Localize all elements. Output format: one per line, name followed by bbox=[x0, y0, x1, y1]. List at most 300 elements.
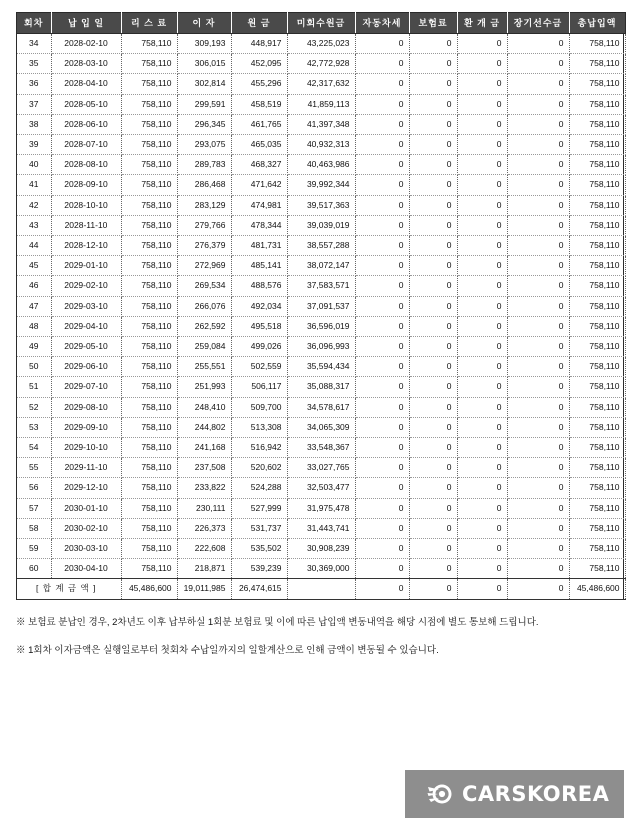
cell-unrecovered-principal: 43,225,023 bbox=[287, 34, 355, 54]
cell-round: 41 bbox=[17, 175, 51, 195]
cell-total-paid: 758,110 bbox=[569, 438, 625, 458]
cell-payment-date: 2029-03-10 bbox=[51, 296, 121, 316]
cell-total-paid: 758,110 bbox=[569, 114, 625, 134]
cell-vehicle-tax: 0 bbox=[355, 539, 409, 559]
cell-lease-fee: 758,110 bbox=[121, 276, 177, 296]
cell-interest: 286,468 bbox=[177, 175, 231, 195]
total-interest: 19,011,985 bbox=[177, 579, 231, 599]
cell-round: 45 bbox=[17, 256, 51, 276]
cell-refund: 0 bbox=[457, 34, 507, 54]
cell-principal: 527,999 bbox=[231, 498, 287, 518]
cell-long-term-prepayment: 0 bbox=[507, 498, 569, 518]
cell-interest: 222,608 bbox=[177, 539, 231, 559]
cell-insurance-fee: 0 bbox=[409, 215, 457, 235]
cell-round: 49 bbox=[17, 337, 51, 357]
cell-principal: 520,602 bbox=[231, 458, 287, 478]
cell-principal: 485,141 bbox=[231, 256, 287, 276]
table-row bbox=[17, 34, 625, 54]
cell-round: 53 bbox=[17, 417, 51, 437]
cell-insurance-fee: 0 bbox=[409, 377, 457, 397]
table-row bbox=[17, 155, 625, 175]
total-lease-fee: 45,486,600 bbox=[121, 579, 177, 599]
cell-vehicle-tax: 0 bbox=[355, 34, 409, 54]
cell-long-term-prepayment: 0 bbox=[507, 518, 569, 538]
table-row bbox=[17, 377, 625, 397]
cell-unrecovered-principal: 32,503,477 bbox=[287, 478, 355, 498]
cell-unrecovered-principal: 31,443,741 bbox=[287, 518, 355, 538]
cell-unrecovered-principal: 42,317,632 bbox=[287, 74, 355, 94]
cell-principal: 495,518 bbox=[231, 316, 287, 336]
cell-round: 60 bbox=[17, 559, 51, 579]
cell-long-term-prepayment: 0 bbox=[507, 316, 569, 336]
cell-total-paid: 758,110 bbox=[569, 539, 625, 559]
cell-insurance-fee: 0 bbox=[409, 114, 457, 134]
cell-long-term-prepayment: 0 bbox=[507, 559, 569, 579]
cell-total-paid: 758,110 bbox=[569, 215, 625, 235]
cell-round: 44 bbox=[17, 236, 51, 256]
cell-lease-fee: 758,110 bbox=[121, 54, 177, 74]
cell-insurance-fee: 0 bbox=[409, 539, 457, 559]
table-row bbox=[17, 74, 625, 94]
cell-payment-date: 2029-08-10 bbox=[51, 397, 121, 417]
cell-long-term-prepayment: 0 bbox=[507, 236, 569, 256]
cell-total-paid: 758,110 bbox=[569, 397, 625, 417]
column-header-refund: 환 개 금 bbox=[457, 13, 507, 34]
cell-insurance-fee: 0 bbox=[409, 357, 457, 377]
cell-long-term-prepayment: 0 bbox=[507, 276, 569, 296]
footnote-insurance-installment: ※ 보험료 분납인 경우, 2차년도 이후 납부하실 1회분 보험료 및 이에 따른 납입액 변동내역을 해당 시점에 별도 통보해 드립니다. bbox=[16, 616, 539, 628]
cell-unrecovered-principal: 40,463,986 bbox=[287, 155, 355, 175]
cell-round: 57 bbox=[17, 498, 51, 518]
cell-vehicle-tax: 0 bbox=[355, 175, 409, 195]
cell-payment-date: 2029-04-10 bbox=[51, 316, 121, 336]
table-row bbox=[17, 114, 625, 134]
cell-principal: 524,288 bbox=[231, 478, 287, 498]
cell-interest: 309,193 bbox=[177, 34, 231, 54]
cell-unrecovered-principal: 33,027,765 bbox=[287, 458, 355, 478]
table-header-row bbox=[17, 13, 625, 34]
table-row bbox=[17, 316, 625, 336]
table-row bbox=[17, 478, 625, 498]
cell-interest: 244,802 bbox=[177, 417, 231, 437]
cell-payment-date: 2030-03-10 bbox=[51, 539, 121, 559]
cell-unrecovered-principal: 30,369,000 bbox=[287, 559, 355, 579]
cell-principal: 471,642 bbox=[231, 175, 287, 195]
cell-long-term-prepayment: 0 bbox=[507, 417, 569, 437]
cell-insurance-fee: 0 bbox=[409, 559, 457, 579]
cell-refund: 0 bbox=[457, 155, 507, 175]
cell-interest: 218,871 bbox=[177, 559, 231, 579]
cell-round: 55 bbox=[17, 458, 51, 478]
cell-refund: 0 bbox=[457, 296, 507, 316]
cell-unrecovered-principal: 37,583,571 bbox=[287, 276, 355, 296]
column-header-lease-fee: 리 스 료 bbox=[121, 13, 177, 34]
cell-interest: 283,129 bbox=[177, 195, 231, 215]
payment-schedule-table-wrapper bbox=[16, 12, 624, 600]
cell-refund: 0 bbox=[457, 215, 507, 235]
total-vehicle-tax: 0 bbox=[355, 579, 409, 599]
cell-interest: 272,969 bbox=[177, 256, 231, 276]
cell-refund: 0 bbox=[457, 478, 507, 498]
cell-lease-fee: 758,110 bbox=[121, 478, 177, 498]
cell-refund: 0 bbox=[457, 377, 507, 397]
cell-insurance-fee: 0 bbox=[409, 478, 457, 498]
cell-principal: 465,035 bbox=[231, 135, 287, 155]
cell-lease-fee: 758,110 bbox=[121, 337, 177, 357]
cell-principal: 506,117 bbox=[231, 377, 287, 397]
footnote-first-interest: ※ 1회차 이자금액은 실행일로부터 첫회차 수납일까지의 일할계산으로 인해 금액이 변동될 수 있습니다. bbox=[16, 644, 439, 656]
table-row bbox=[17, 276, 625, 296]
cell-principal: 461,765 bbox=[231, 114, 287, 134]
cell-unrecovered-principal: 33,548,367 bbox=[287, 438, 355, 458]
cell-payment-date: 2028-02-10 bbox=[51, 34, 121, 54]
cell-lease-fee: 758,110 bbox=[121, 236, 177, 256]
cell-interest: 266,076 bbox=[177, 296, 231, 316]
total-insurance-fee: 0 bbox=[409, 579, 457, 599]
cell-round: 48 bbox=[17, 316, 51, 336]
cell-payment-date: 2029-07-10 bbox=[51, 377, 121, 397]
cell-round: 46 bbox=[17, 276, 51, 296]
cell-total-paid: 758,110 bbox=[569, 478, 625, 498]
cell-vehicle-tax: 0 bbox=[355, 54, 409, 74]
cell-vehicle-tax: 0 bbox=[355, 316, 409, 336]
cell-round: 38 bbox=[17, 114, 51, 134]
brand-name: CARSKOREA bbox=[462, 782, 610, 806]
cell-long-term-prepayment: 0 bbox=[507, 438, 569, 458]
cell-refund: 0 bbox=[457, 54, 507, 74]
cell-refund: 0 bbox=[457, 276, 507, 296]
cell-insurance-fee: 0 bbox=[409, 276, 457, 296]
cell-round: 59 bbox=[17, 539, 51, 559]
cell-vehicle-tax: 0 bbox=[355, 438, 409, 458]
cell-principal: 448,917 bbox=[231, 34, 287, 54]
cell-total-paid: 758,110 bbox=[569, 195, 625, 215]
cell-long-term-prepayment: 0 bbox=[507, 114, 569, 134]
cell-interest: 296,345 bbox=[177, 114, 231, 134]
cell-total-paid: 758,110 bbox=[569, 458, 625, 478]
column-header-insurance-fee: 보험료 bbox=[409, 13, 457, 34]
cell-lease-fee: 758,110 bbox=[121, 438, 177, 458]
cell-refund: 0 bbox=[457, 438, 507, 458]
cell-unrecovered-principal: 41,397,348 bbox=[287, 114, 355, 134]
footnotes bbox=[16, 616, 624, 659]
cell-payment-date: 2028-05-10 bbox=[51, 94, 121, 114]
cell-total-paid: 758,110 bbox=[569, 377, 625, 397]
cell-insurance-fee: 0 bbox=[409, 397, 457, 417]
cell-interest: 248,410 bbox=[177, 397, 231, 417]
cell-vehicle-tax: 0 bbox=[355, 114, 409, 134]
cell-long-term-prepayment: 0 bbox=[507, 337, 569, 357]
cell-interest: 276,379 bbox=[177, 236, 231, 256]
cell-refund: 0 bbox=[457, 337, 507, 357]
cell-interest: 306,015 bbox=[177, 54, 231, 74]
cell-refund: 0 bbox=[457, 417, 507, 437]
table-row bbox=[17, 518, 625, 538]
total-unrecovered-principal bbox=[287, 579, 355, 599]
cell-interest: 262,592 bbox=[177, 316, 231, 336]
cell-principal: 478,344 bbox=[231, 215, 287, 235]
cell-interest: 302,814 bbox=[177, 74, 231, 94]
cell-payment-date: 2029-01-10 bbox=[51, 256, 121, 276]
cell-interest: 255,551 bbox=[177, 357, 231, 377]
cell-principal: 502,559 bbox=[231, 357, 287, 377]
cell-payment-date: 2029-10-10 bbox=[51, 438, 121, 458]
cell-interest: 289,783 bbox=[177, 155, 231, 175]
cell-round: 56 bbox=[17, 478, 51, 498]
cell-unrecovered-principal: 35,594,434 bbox=[287, 357, 355, 377]
cell-payment-date: 2029-11-10 bbox=[51, 458, 121, 478]
brand-watermark bbox=[405, 770, 624, 818]
cell-lease-fee: 758,110 bbox=[121, 256, 177, 276]
column-header-principal: 원 금 bbox=[231, 13, 287, 34]
cell-round: 37 bbox=[17, 94, 51, 114]
cell-payment-date: 2029-02-10 bbox=[51, 276, 121, 296]
table-row bbox=[17, 296, 625, 316]
cell-insurance-fee: 0 bbox=[409, 256, 457, 276]
cell-interest: 237,508 bbox=[177, 458, 231, 478]
cell-long-term-prepayment: 0 bbox=[507, 377, 569, 397]
cell-unrecovered-principal: 39,039,019 bbox=[287, 215, 355, 235]
cell-principal: 481,731 bbox=[231, 236, 287, 256]
cell-long-term-prepayment: 0 bbox=[507, 296, 569, 316]
cell-interest: 226,373 bbox=[177, 518, 231, 538]
cell-refund: 0 bbox=[457, 94, 507, 114]
cell-lease-fee: 758,110 bbox=[121, 215, 177, 235]
cell-vehicle-tax: 0 bbox=[355, 74, 409, 94]
cell-total-paid: 758,110 bbox=[569, 316, 625, 336]
cell-lease-fee: 758,110 bbox=[121, 559, 177, 579]
table-row bbox=[17, 256, 625, 276]
cell-refund: 0 bbox=[457, 498, 507, 518]
cell-vehicle-tax: 0 bbox=[355, 296, 409, 316]
cell-principal: 499,026 bbox=[231, 337, 287, 357]
cell-principal: 452,095 bbox=[231, 54, 287, 74]
cell-total-paid: 758,110 bbox=[569, 417, 625, 437]
cell-long-term-prepayment: 0 bbox=[507, 256, 569, 276]
table-row bbox=[17, 195, 625, 215]
cell-principal: 535,502 bbox=[231, 539, 287, 559]
total-label: [ 합 계 금 액 ] bbox=[17, 579, 121, 599]
cell-long-term-prepayment: 0 bbox=[507, 155, 569, 175]
cell-lease-fee: 758,110 bbox=[121, 296, 177, 316]
cell-unrecovered-principal: 34,578,617 bbox=[287, 397, 355, 417]
column-header-payment-date: 납 입 일 bbox=[51, 13, 121, 34]
cell-insurance-fee: 0 bbox=[409, 135, 457, 155]
cell-round: 50 bbox=[17, 357, 51, 377]
cell-lease-fee: 758,110 bbox=[121, 135, 177, 155]
column-header-round: 회차 bbox=[17, 13, 51, 34]
cell-principal: 513,308 bbox=[231, 417, 287, 437]
table-header bbox=[17, 13, 625, 34]
cell-unrecovered-principal: 36,596,019 bbox=[287, 316, 355, 336]
cell-insurance-fee: 0 bbox=[409, 316, 457, 336]
cell-insurance-fee: 0 bbox=[409, 417, 457, 437]
cell-insurance-fee: 0 bbox=[409, 155, 457, 175]
cell-insurance-fee: 0 bbox=[409, 54, 457, 74]
cell-refund: 0 bbox=[457, 397, 507, 417]
cell-lease-fee: 758,110 bbox=[121, 417, 177, 437]
cell-lease-fee: 758,110 bbox=[121, 34, 177, 54]
table-row bbox=[17, 539, 625, 559]
cell-principal: 455,296 bbox=[231, 74, 287, 94]
cell-payment-date: 2030-04-10 bbox=[51, 559, 121, 579]
payment-schedule-table bbox=[17, 12, 626, 600]
table-row bbox=[17, 215, 625, 235]
cell-long-term-prepayment: 0 bbox=[507, 94, 569, 114]
cell-vehicle-tax: 0 bbox=[355, 215, 409, 235]
cell-unrecovered-principal: 40,932,313 bbox=[287, 135, 355, 155]
cell-total-paid: 758,110 bbox=[569, 357, 625, 377]
cell-total-paid: 758,110 bbox=[569, 256, 625, 276]
cell-payment-date: 2028-08-10 bbox=[51, 155, 121, 175]
cell-refund: 0 bbox=[457, 357, 507, 377]
cell-payment-date: 2028-10-10 bbox=[51, 195, 121, 215]
flame-wheel-icon bbox=[427, 781, 453, 807]
cell-unrecovered-principal: 30,908,239 bbox=[287, 539, 355, 559]
cell-unrecovered-principal: 38,557,288 bbox=[287, 236, 355, 256]
cell-insurance-fee: 0 bbox=[409, 236, 457, 256]
table-row bbox=[17, 54, 625, 74]
cell-vehicle-tax: 0 bbox=[355, 458, 409, 478]
cell-vehicle-tax: 0 bbox=[355, 195, 409, 215]
table-row bbox=[17, 417, 625, 437]
cell-refund: 0 bbox=[457, 195, 507, 215]
cell-long-term-prepayment: 0 bbox=[507, 458, 569, 478]
cell-round: 35 bbox=[17, 54, 51, 74]
cell-long-term-prepayment: 0 bbox=[507, 34, 569, 54]
cell-round: 34 bbox=[17, 34, 51, 54]
cell-principal: 488,576 bbox=[231, 276, 287, 296]
cell-payment-date: 2029-06-10 bbox=[51, 357, 121, 377]
cell-payment-date: 2028-03-10 bbox=[51, 54, 121, 74]
cell-vehicle-tax: 0 bbox=[355, 135, 409, 155]
table-row bbox=[17, 337, 625, 357]
cell-long-term-prepayment: 0 bbox=[507, 215, 569, 235]
cell-long-term-prepayment: 0 bbox=[507, 175, 569, 195]
cell-vehicle-tax: 0 bbox=[355, 559, 409, 579]
cell-vehicle-tax: 0 bbox=[355, 478, 409, 498]
cell-interest: 279,766 bbox=[177, 215, 231, 235]
cell-vehicle-tax: 0 bbox=[355, 155, 409, 175]
cell-unrecovered-principal: 39,992,344 bbox=[287, 175, 355, 195]
cell-payment-date: 2030-01-10 bbox=[51, 498, 121, 518]
cell-interest: 251,993 bbox=[177, 377, 231, 397]
cell-unrecovered-principal: 31,975,478 bbox=[287, 498, 355, 518]
cell-principal: 474,981 bbox=[231, 195, 287, 215]
cell-principal: 458,519 bbox=[231, 94, 287, 114]
cell-refund: 0 bbox=[457, 175, 507, 195]
cell-payment-date: 2029-09-10 bbox=[51, 417, 121, 437]
cell-total-paid: 758,110 bbox=[569, 559, 625, 579]
cell-payment-date: 2029-05-10 bbox=[51, 337, 121, 357]
cell-unrecovered-principal: 39,517,363 bbox=[287, 195, 355, 215]
cell-lease-fee: 758,110 bbox=[121, 195, 177, 215]
cell-principal: 492,034 bbox=[231, 296, 287, 316]
table-row bbox=[17, 438, 625, 458]
cell-lease-fee: 758,110 bbox=[121, 316, 177, 336]
cell-refund: 0 bbox=[457, 458, 507, 478]
cell-round: 58 bbox=[17, 518, 51, 538]
cell-total-paid: 758,110 bbox=[569, 54, 625, 74]
cell-total-paid: 758,110 bbox=[569, 498, 625, 518]
cell-refund: 0 bbox=[457, 539, 507, 559]
cell-payment-date: 2028-12-10 bbox=[51, 236, 121, 256]
cell-refund: 0 bbox=[457, 316, 507, 336]
cell-vehicle-tax: 0 bbox=[355, 417, 409, 437]
cell-round: 42 bbox=[17, 195, 51, 215]
cell-refund: 0 bbox=[457, 74, 507, 94]
cell-payment-date: 2028-11-10 bbox=[51, 215, 121, 235]
cell-lease-fee: 758,110 bbox=[121, 357, 177, 377]
cell-insurance-fee: 0 bbox=[409, 498, 457, 518]
cell-round: 40 bbox=[17, 155, 51, 175]
cell-unrecovered-principal: 34,065,309 bbox=[287, 417, 355, 437]
cell-long-term-prepayment: 0 bbox=[507, 539, 569, 559]
cell-payment-date: 2028-06-10 bbox=[51, 114, 121, 134]
cell-interest: 233,822 bbox=[177, 478, 231, 498]
table-row bbox=[17, 357, 625, 377]
cell-total-paid: 758,110 bbox=[569, 276, 625, 296]
cell-lease-fee: 758,110 bbox=[121, 518, 177, 538]
cell-principal: 531,737 bbox=[231, 518, 287, 538]
cell-total-paid: 758,110 bbox=[569, 74, 625, 94]
cell-interest: 230,111 bbox=[177, 498, 231, 518]
cell-principal: 468,327 bbox=[231, 155, 287, 175]
cell-principal: 539,239 bbox=[231, 559, 287, 579]
cell-round: 54 bbox=[17, 438, 51, 458]
table-total-row bbox=[17, 579, 625, 599]
cell-unrecovered-principal: 37,091,537 bbox=[287, 296, 355, 316]
cell-principal: 509,700 bbox=[231, 397, 287, 417]
cell-payment-date: 2030-02-10 bbox=[51, 518, 121, 538]
cell-payment-date: 2029-12-10 bbox=[51, 478, 121, 498]
cell-lease-fee: 758,110 bbox=[121, 458, 177, 478]
column-header-long-term-prepayment: 장기선수금 bbox=[507, 13, 569, 34]
cell-refund: 0 bbox=[457, 135, 507, 155]
column-header-vehicle-tax: 자동차세 bbox=[355, 13, 409, 34]
cell-insurance-fee: 0 bbox=[409, 296, 457, 316]
table-row bbox=[17, 135, 625, 155]
cell-lease-fee: 758,110 bbox=[121, 155, 177, 175]
cell-vehicle-tax: 0 bbox=[355, 94, 409, 114]
cell-total-paid: 758,110 bbox=[569, 337, 625, 357]
cell-lease-fee: 758,110 bbox=[121, 498, 177, 518]
cell-long-term-prepayment: 0 bbox=[507, 397, 569, 417]
table-row bbox=[17, 94, 625, 114]
cell-round: 39 bbox=[17, 135, 51, 155]
cell-long-term-prepayment: 0 bbox=[507, 357, 569, 377]
cell-insurance-fee: 0 bbox=[409, 438, 457, 458]
cell-insurance-fee: 0 bbox=[409, 94, 457, 114]
table-row bbox=[17, 458, 625, 478]
cell-total-paid: 758,110 bbox=[569, 155, 625, 175]
cell-insurance-fee: 0 bbox=[409, 458, 457, 478]
cell-vehicle-tax: 0 bbox=[355, 337, 409, 357]
cell-insurance-fee: 0 bbox=[409, 34, 457, 54]
cell-lease-fee: 758,110 bbox=[121, 114, 177, 134]
cell-payment-date: 2028-07-10 bbox=[51, 135, 121, 155]
cell-vehicle-tax: 0 bbox=[355, 498, 409, 518]
cell-long-term-prepayment: 0 bbox=[507, 74, 569, 94]
total-principal: 26,474,615 bbox=[231, 579, 287, 599]
cell-vehicle-tax: 0 bbox=[355, 276, 409, 296]
cell-unrecovered-principal: 38,072,147 bbox=[287, 256, 355, 276]
table-row bbox=[17, 397, 625, 417]
cell-total-paid: 758,110 bbox=[569, 296, 625, 316]
cell-long-term-prepayment: 0 bbox=[507, 54, 569, 74]
cell-total-paid: 758,110 bbox=[569, 34, 625, 54]
cell-refund: 0 bbox=[457, 236, 507, 256]
